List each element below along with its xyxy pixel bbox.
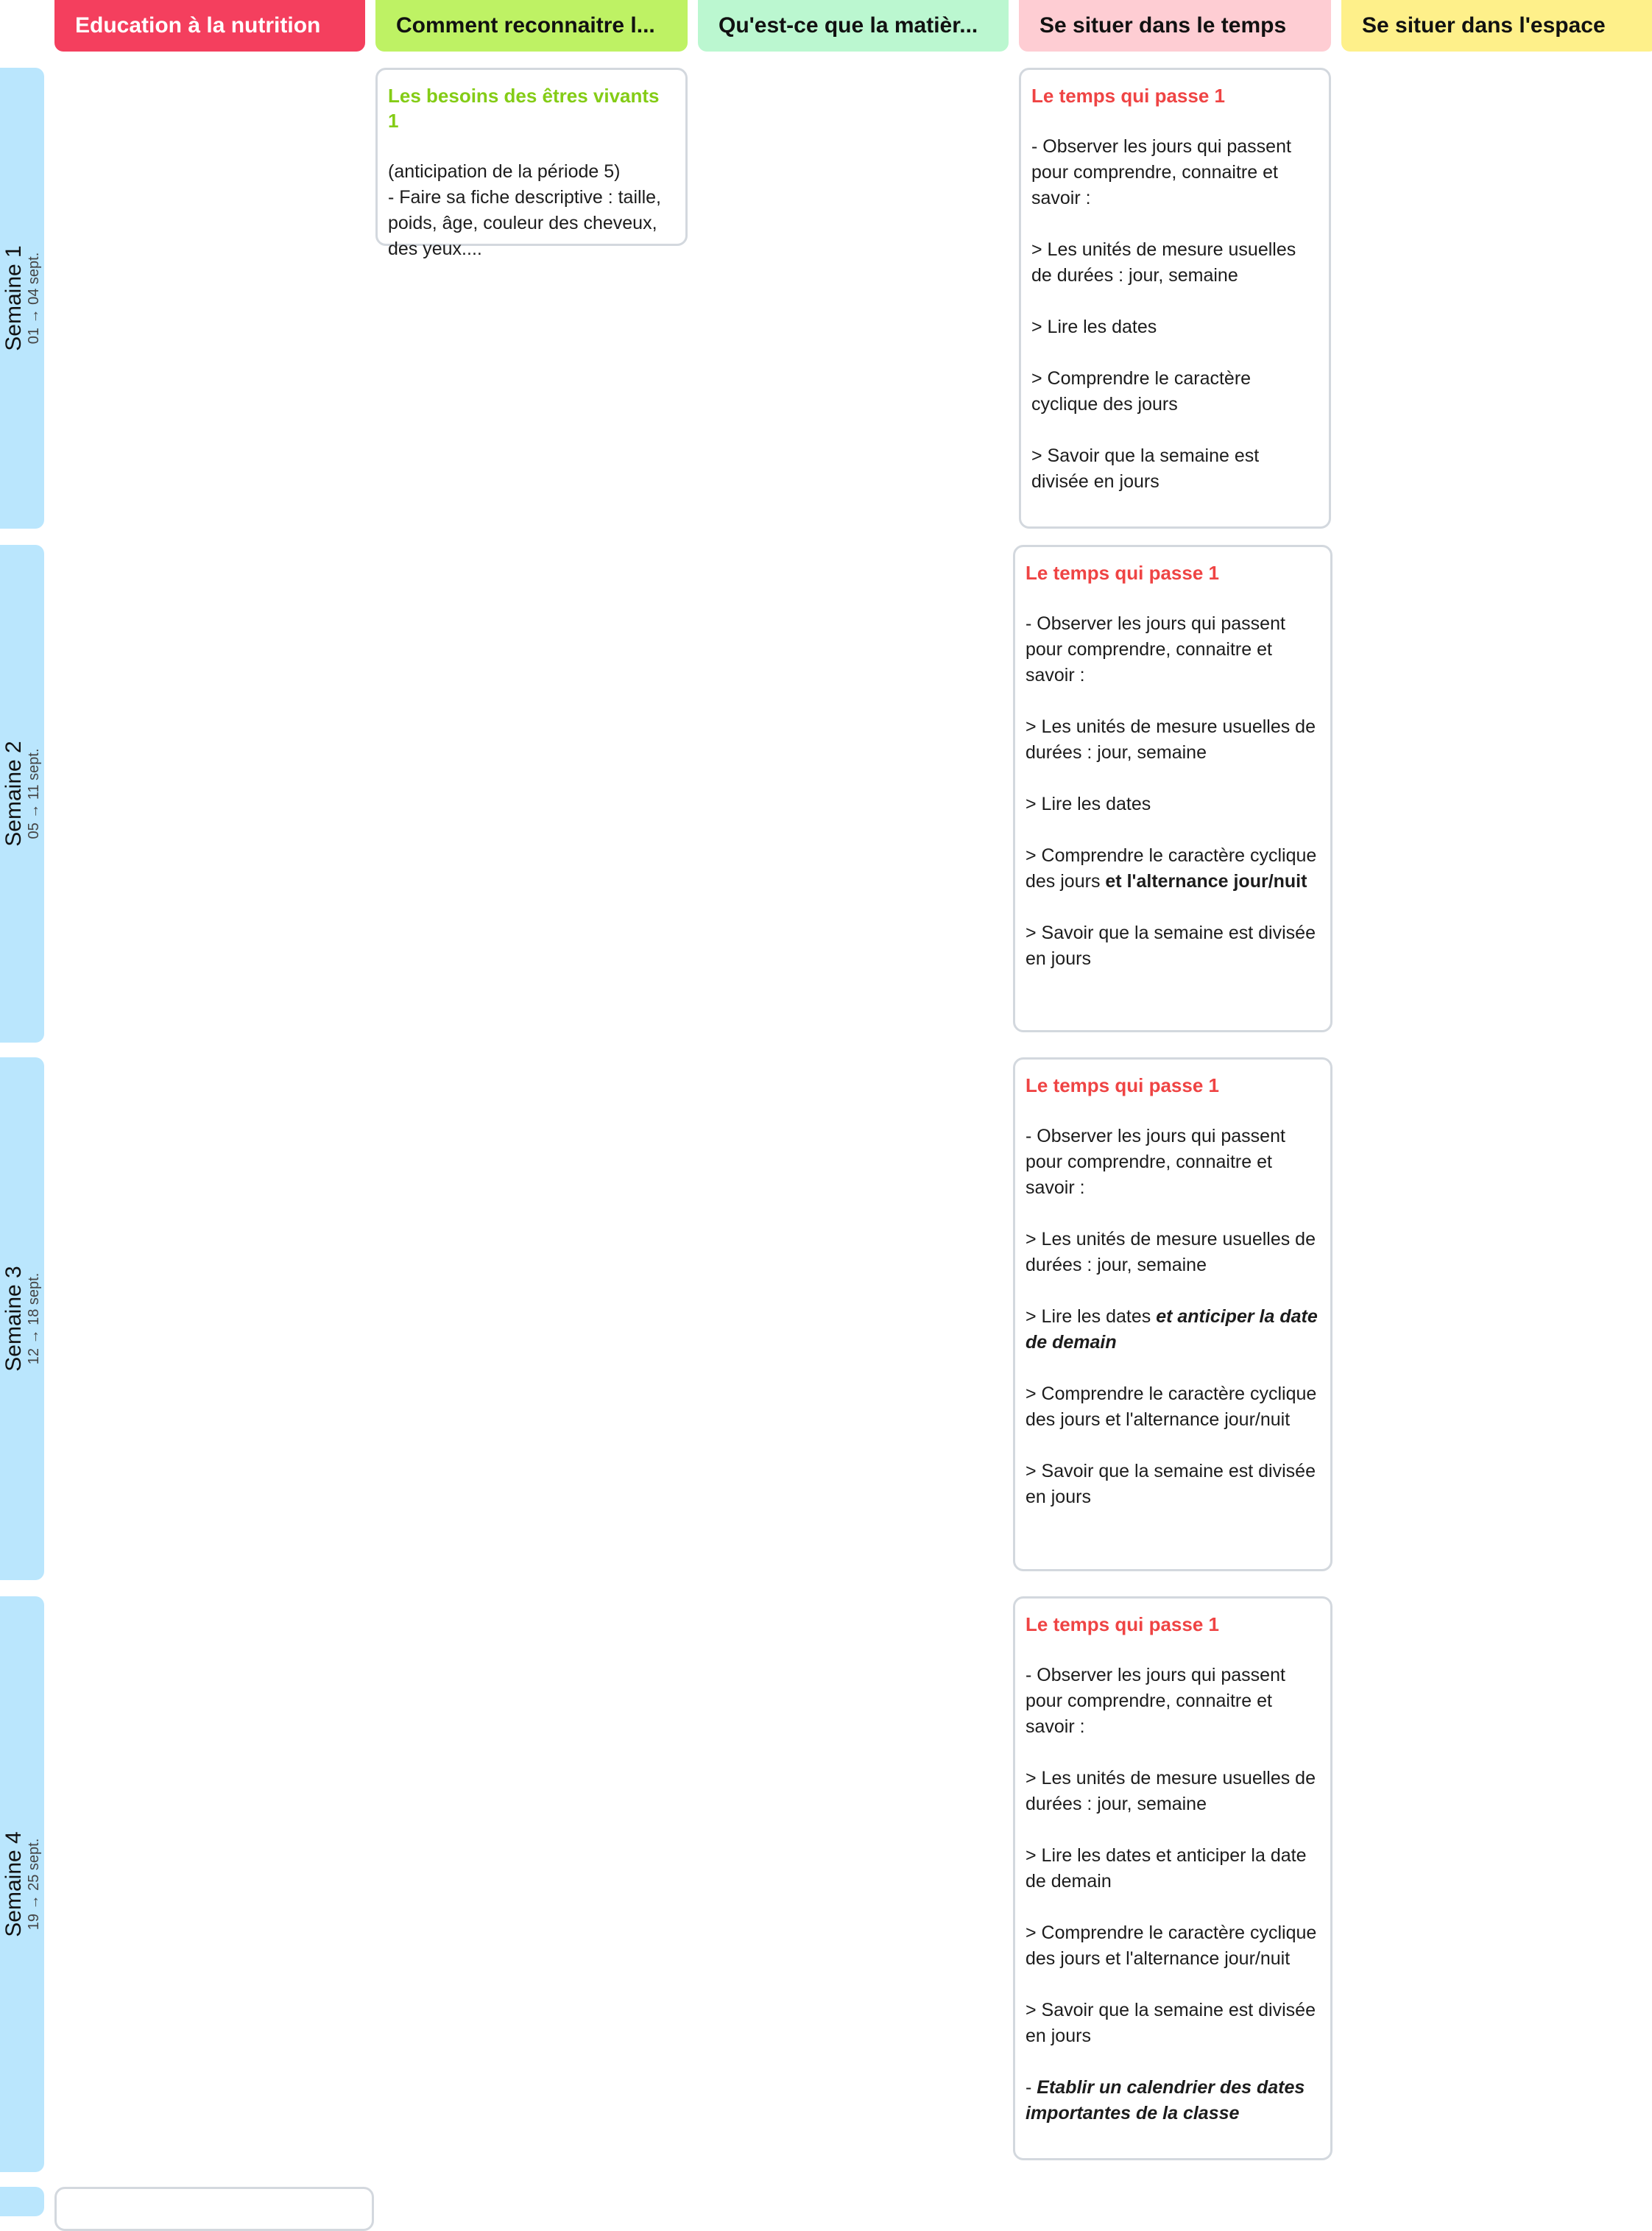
card-text-with-bold [1026,843,1320,895]
column-header-temps[interactable]: Se situer dans le temps [1019,0,1331,52]
row-label-semaine-2[interactable] [0,545,44,1043]
card-text-bold: Etablir un calendrier des dates importantes de la classe [1026,2077,1305,2123]
row-dates: 12 → 18 sept. [26,1272,42,1365]
card-title: Les besoins des êtres vivants 1 [388,85,660,132]
card-besoins-etres-vivants[interactable] [375,68,688,259]
card-text: > Savoir que la semaine est divisée en jours [1031,445,1260,492]
card-text: > Lire les dates [1031,317,1157,337]
card-text-bold: et l'alternance jour/nuit [1105,871,1307,892]
row-label-next[interactable] [0,2187,44,2216]
card-text: > Les unités de mesure usuelles de durées : jour, semaine [1031,239,1296,286]
card-text: - Observer les jours qui passent pour comprendre, connaitre et savoir : [1026,1126,1285,1198]
card-partial-bottom[interactable] [54,2187,374,2231]
card-text: - Observer les jours qui passent pour comprendre, connaitre et savoir : [1026,1665,1285,1737]
card-title: Le temps qui passe 1 [1026,1074,1219,1096]
card-text-with-bold [1026,1304,1320,1356]
card-text: > Comprendre le caractère cyclique des jours [1026,845,1317,892]
card-text: > Lire les dates et anticiper la date de demain [1026,1845,1307,1892]
card-text: > Comprendre le caractère cyclique des jours et l'alternance jour/nuit [1026,1384,1317,1430]
card-text: - Faire sa fiche descriptive : taille, poids, âge, couleur des cheveux, des yeux.... [388,187,661,259]
card-text: > Savoir que la semaine est divisée en jours [1026,1461,1316,1507]
card-text: > Savoir que la semaine est divisée en jours [1026,2000,1316,2046]
card-text: > Comprendre le caractère cyclique des jours [1031,368,1252,415]
card-text: - Observer les jours qui passent pour comprendre, connaitre et savoir : [1031,136,1291,208]
card-text: > Lire les dates [1026,1306,1151,1327]
row-title: Semaine 4 [1,1831,26,1937]
card-title: Le temps qui passe 1 [1026,1613,1219,1635]
card-title: Le temps qui passe 1 [1031,85,1225,107]
column-header-espace[interactable]: Se situer dans l'espace [1341,0,1652,52]
row-dates: 01 → 04 sept. [26,252,42,345]
card-text-bold: et anticiper la date de demain [1026,1306,1318,1353]
card-text: > Les unités de mesure usuelles de durées : jour, semaine [1026,1768,1316,1814]
card-temps-semaine-2[interactable] [1013,545,1332,1032]
card-text-with-bold [1026,2075,1320,2126]
card-text: - [1026,2077,1037,2098]
card-text: > Les unités de mesure usuelles de durées : jour, semaine [1026,716,1316,763]
row-title: Semaine 3 [1,1266,26,1372]
card-title: Le temps qui passe 1 [1026,562,1219,584]
card-text: > Les unités de mesure usuelles de durées : jour, semaine [1026,1229,1316,1275]
row-dates: 19 → 25 sept. [26,1838,42,1931]
row-dates: 05 → 11 sept. [26,748,42,839]
card-text: (anticipation de la période 5) [388,161,621,182]
card-temps-semaine-4[interactable] [1013,1596,1332,2160]
card-text: > Lire les dates [1026,794,1151,814]
card-temps-semaine-1[interactable] [1019,68,1331,529]
row-label-semaine-1[interactable] [0,68,44,529]
row-label-semaine-4[interactable] [0,1596,44,2172]
row-title: Semaine 2 [1,741,26,847]
column-header-matiere[interactable]: Qu'est-ce que la matièr... [698,0,1009,52]
column-header-education-nutrition[interactable]: Education à la nutrition [54,0,365,52]
row-label-semaine-3[interactable] [0,1057,44,1580]
row-title: Semaine 1 [1,245,26,351]
card-temps-semaine-3[interactable] [1013,1057,1332,1571]
card-text: > Comprendre le caractère cyclique des jours et l'alternance jour/nuit [1026,1922,1317,1969]
card-text: > Savoir que la semaine est divisée en jours [1026,923,1316,969]
card-text: - Observer les jours qui passent pour comprendre, connaitre et savoir : [1026,613,1285,685]
column-header-comment-reconnaitre[interactable]: Comment reconnaitre l... [375,0,688,52]
